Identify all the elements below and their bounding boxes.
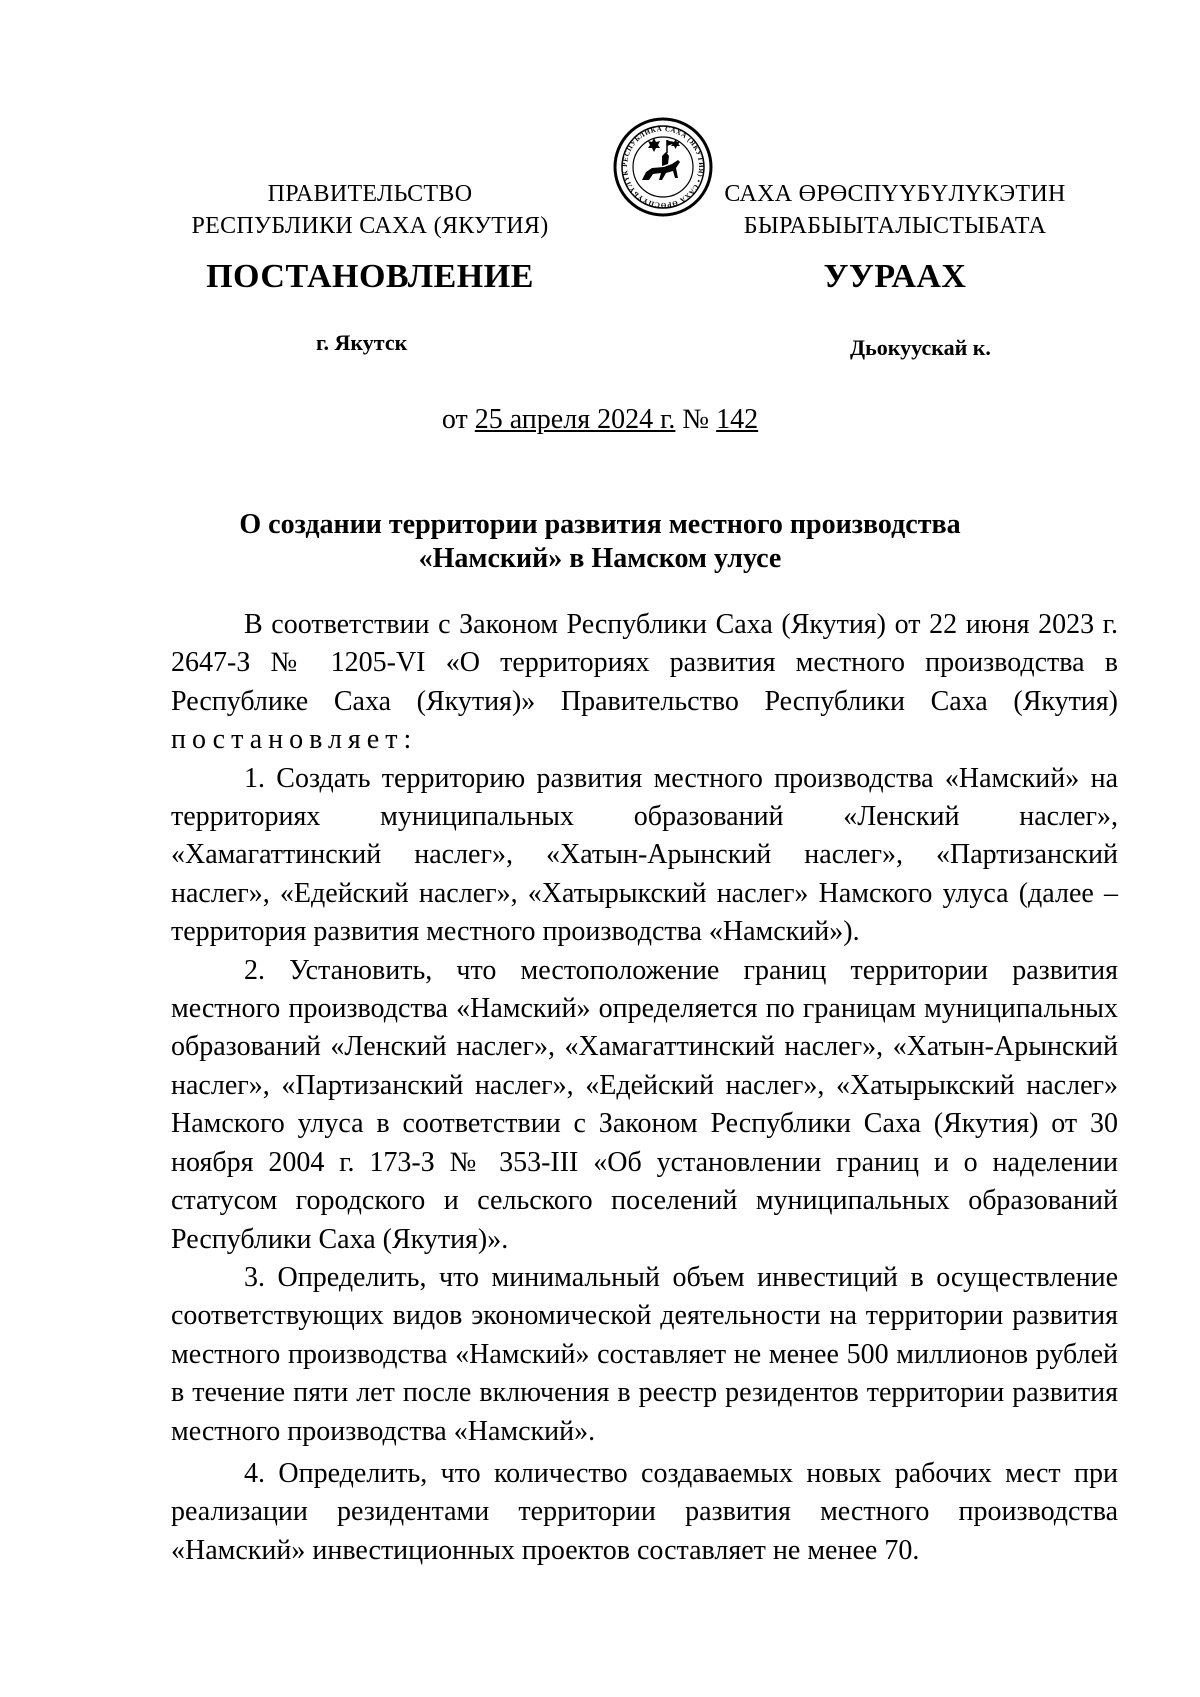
document-type-sakha: УУРААХ xyxy=(823,258,967,295)
coat-of-arms-emblem xyxy=(612,116,714,218)
government-name-sakha-line2: БЫРАБЫЫТАЛЫСТЫБАТА xyxy=(743,213,1047,239)
city-sakha: Дьокуускай к. xyxy=(850,335,991,360)
subject-line1: О создании территории развития местного производства xyxy=(239,509,961,540)
decree-word: постановляет: xyxy=(171,724,418,756)
government-name-sakha-line1: САХА ӨРӨСПҮҮБҮЛҮКЭТИН xyxy=(724,181,1066,207)
date-line xyxy=(0,404,1200,436)
emblem-ring-text: РЕСПУБЛИКА САХА (ЯКУТИЯ) • САХА ӨРӨСПҮҮБҮЛҮК xyxy=(620,124,706,210)
city-ru: г. Якутск xyxy=(316,330,408,355)
date-prefix: от xyxy=(441,404,468,435)
preamble-paragraph xyxy=(171,606,1118,760)
clause-2: 2. Установить, что местоположение границ территории развития местного производства «Намский» определяется по границам муниципальных образований «Ленский наслег», «Хамагаттинский наслег», «Хатын-Арынский наслег», «Партизанский наслег», «Едейский наслег», «Хатырыкский наслег» Намского улуса в соответствии с Законом Республики Саха (Якутия) от 30 ноября 2004 г. 173-З № 353-III «Об установлении границ и о наделении статусом городского и сельского поселений муниципальных образований Республики Саха (Якутия)». xyxy=(171,954,1118,1255)
clause-4: 4. Определить, что количество создаваемых новых рабочих мест при реализации резидентами территории развития местного производства «Намский» инвестиционных проектов составляет не менее 70. xyxy=(171,1457,1118,1566)
preamble-text: В соответствии с Законом Республики Саха (Якутия) от 22 июня 2023 г. 2647-З № 1205-VI «О территориях развития местного производства в Республике Саха (Якутия)» Правительство Республики Саха (Якутия) xyxy=(171,609,1118,717)
number-sign: № xyxy=(682,404,710,435)
clause-3: 3. Определить, что минимальный объем инвестиций в осуществление соответствующих видов экономической деятельности на территории развития местного производства «Намский» составляет не менее 500 миллионов рублей в течение пяти лет после включения в реестр резидентов территории развития местного производства «Намский». xyxy=(171,1261,1118,1447)
document-number: 142 xyxy=(716,404,759,435)
emblem-icon xyxy=(612,116,714,218)
document-body xyxy=(171,606,1118,1570)
document-subject xyxy=(170,508,1030,576)
document-type-ru: ПОСТАНОВЛЕНИЕ xyxy=(206,258,534,295)
clause-1: 1. Создать территорию развития местного производства «Намский» на территориях муниципальных образований «Ленский наслег», «Хамагаттинский наслег», «Хатын-Арынский наслег», «Партизанский наслег», «Едейский наслег», «Хатырыкский наслег» Намского улуса (далее – территория развития местного производства «Намский»). xyxy=(171,762,1118,948)
government-name-ru-line2: РЕСПУБЛИКИ САХА (ЯКУТИЯ) xyxy=(191,213,549,239)
government-name-ru xyxy=(170,178,570,242)
government-name-sakha xyxy=(710,178,1080,242)
subject-line2: «Намский» в Намском улусе xyxy=(418,543,782,574)
government-name-ru-line1: ПРАВИТЕЛЬСТВО xyxy=(267,181,473,207)
document-date: 25 апреля 2024 г. xyxy=(474,404,676,435)
